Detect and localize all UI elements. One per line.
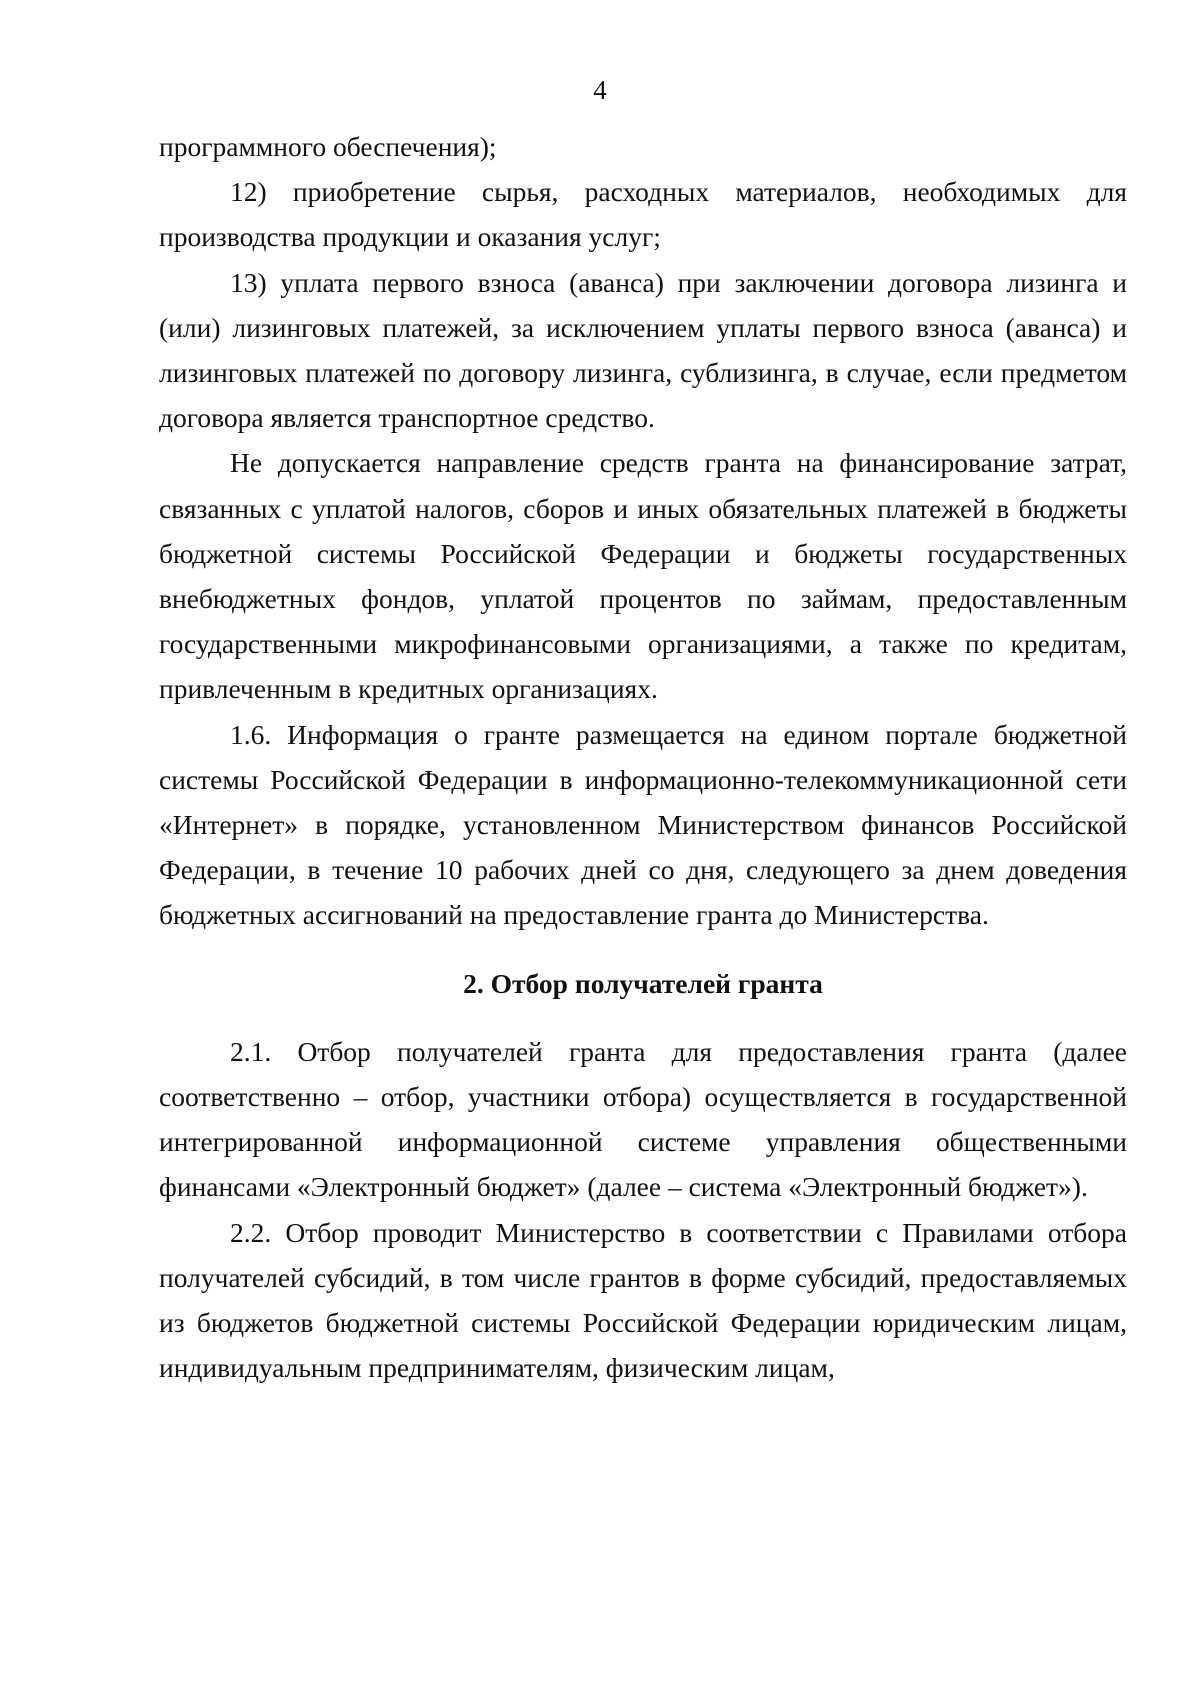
page-number: 4 bbox=[593, 75, 607, 105]
document-body bbox=[159, 124, 1127, 1390]
paragraph-1-6: 1.6. Информация о гранте размещается на едином портале бюджетной системы Российской Федерации в информационно-телекоммуникационной сети «Интернет» в порядке, установленном Министерством финансов Российской Федерации, в течение 10 рабочих дней со дня, следующего за днем доведения бюджетных ассигнований на предоставление гранта до Министерства. bbox=[159, 718, 1127, 931]
paragraph-2-1: 2.1. Отбор получателей гранта для предоставления гранта (далее соответственно – отбор, участники отбора) осуществляется в государственной интегрированной информационной системе управления общественными финансами «Электронный бюджет» (далее – система «Электронный бюджет»). bbox=[159, 1035, 1127, 1203]
paragraph-2-2: 2.2. Отбор проводит Министерство в соответствии с Правилами отбора получателей субсидий, в том числе грантов в форме субсидий, предоставляемых из бюджетов бюджетной системы Российской Федерации юридическим лицам, индивидуальным предпринимателям, физическим лицам, bbox=[159, 1216, 1127, 1384]
paragraph-restriction: Не допускается направление средств гранта на финансирование затрат, связанных с уплатой налогов, сборов и иных обязательных платежей в бюджеты бюджетной системы Российской Федерации и бюджеты государственных внебюджетных фондов, уплатой процентов по займам, предоставленным государственными микрофинансовыми организациями, а также по кредитам, привлеченным в кредитных организациях. bbox=[159, 447, 1127, 705]
paragraph-continuation: программного обеспечения); bbox=[159, 131, 497, 162]
list-item-13: 13) уплата первого взноса (аванса) при заключении договора лизинга и (или) лизинговых платежей, за исключением уплаты первого взноса (аванса) и лизинговых платежей по договору лизинга, сублизинга, в случае, если предметом договора является транспортное средство. bbox=[159, 266, 1127, 434]
list-item-12: 12) приобретение сырья, расходных материалов, необходимых для производства продукции и оказания услуг; bbox=[159, 176, 1127, 253]
section-heading: 2. Отбор получателей гранта bbox=[463, 967, 823, 999]
